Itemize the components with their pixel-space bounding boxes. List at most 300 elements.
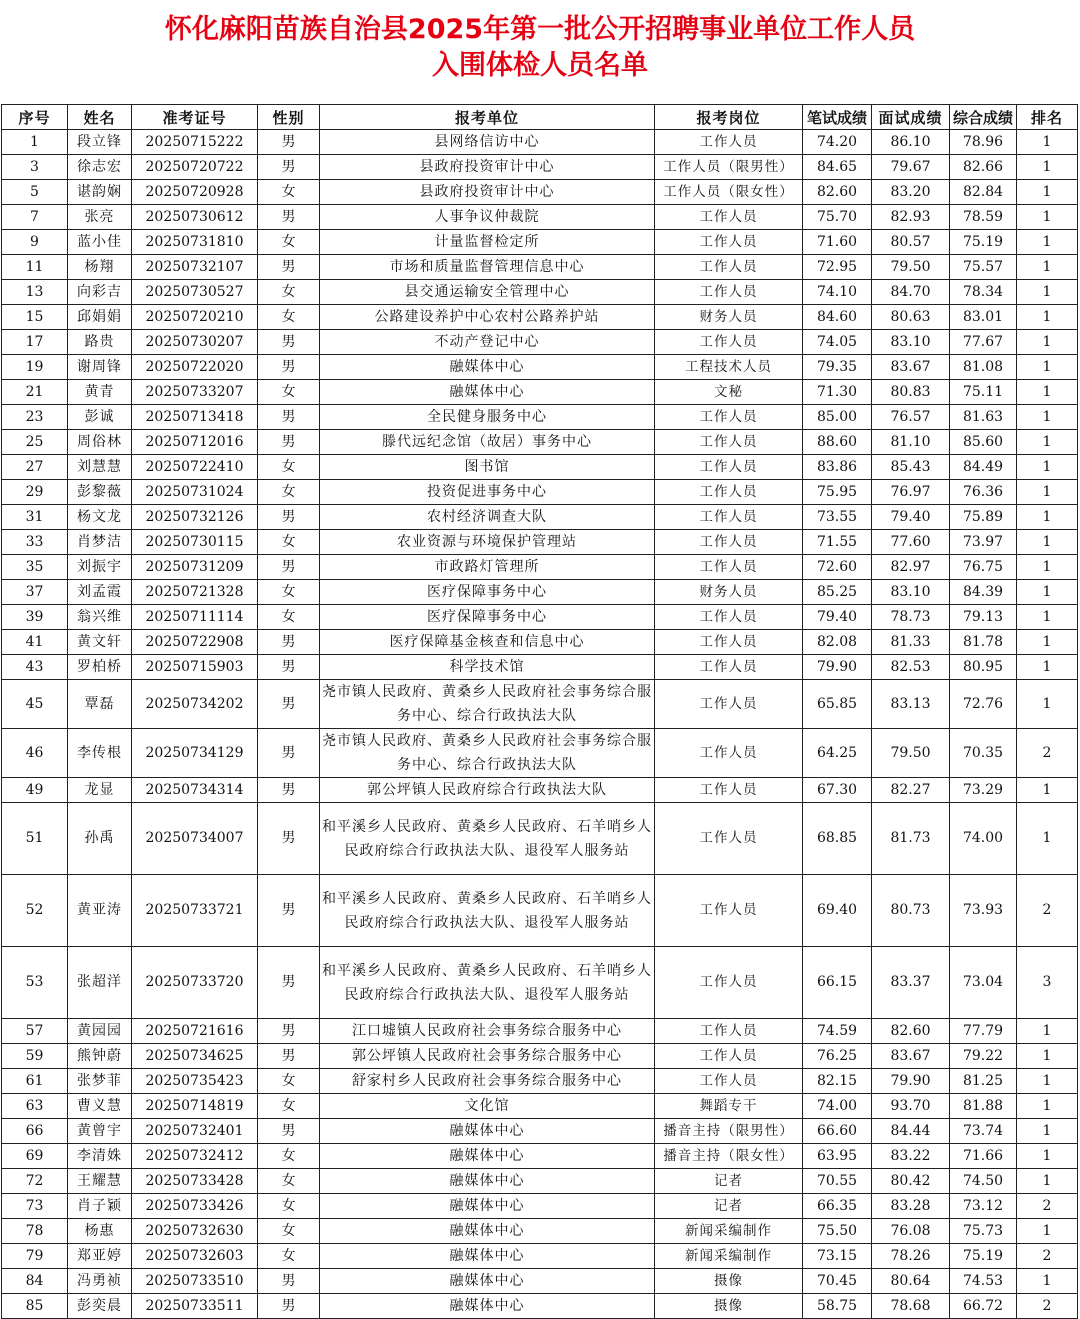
cell-no: 1 [2,130,68,155]
cell-rank: 1 [1017,680,1078,729]
cell-unit: 市场和质量监督管理信息中心 [320,255,655,280]
cell-no: 13 [2,280,68,305]
cell-post: 记者 [655,1169,803,1194]
cell-unit: 融媒体中心 [320,1244,655,1269]
cell-sex: 男 [258,875,320,947]
cell-interview-score: 82.60 [872,1019,950,1044]
cell-rank: 1 [1017,630,1078,655]
cell-written-score: 83.86 [803,455,872,480]
cell-interview-score: 78.26 [872,1244,950,1269]
cell-post: 工作人员 [655,729,803,778]
cell-post: 财务人员 [655,305,803,330]
cell-written-score: 72.60 [803,555,872,580]
cell-total-score: 78.34 [950,280,1017,305]
cell-no: 53 [2,947,68,1019]
cell-post: 工作人员 [655,455,803,480]
cell-unit: 融媒体中心 [320,355,655,380]
cell-exam-id: 20250711114 [132,605,258,630]
cell-post: 工作人员 [655,130,803,155]
cell-post: 工程技术人员 [655,355,803,380]
cell-written-score: 72.95 [803,255,872,280]
cell-sex: 男 [258,155,320,180]
cell-post: 工作人员 [655,530,803,555]
cell-name: 黄文轩 [68,630,132,655]
cell-total-score: 78.96 [950,130,1017,155]
cell-written-score: 70.45 [803,1269,872,1294]
cell-rank: 1 [1017,1019,1078,1044]
cell-post: 工作人员 [655,680,803,729]
table-row [2,1219,1078,1244]
cell-total-score: 75.89 [950,505,1017,530]
table-row [2,530,1078,555]
cell-name: 张超洋 [68,947,132,1019]
table-row [2,1144,1078,1169]
cell-exam-id: 20250714819 [132,1094,258,1119]
cell-name: 熊钟蔚 [68,1044,132,1069]
cell-name: 刘孟霞 [68,580,132,605]
cell-name: 覃磊 [68,680,132,729]
header-no: 序号 [2,105,68,130]
cell-total-score: 85.60 [950,430,1017,455]
cell-sex: 男 [258,355,320,380]
cell-unit: 融媒体中心 [320,380,655,405]
cell-written-score: 64.25 [803,729,872,778]
cell-written-score: 75.95 [803,480,872,505]
cell-written-score: 82.60 [803,180,872,205]
cell-written-score: 69.40 [803,875,872,947]
table-row [2,355,1078,380]
cell-total-score: 70.35 [950,729,1017,778]
cell-no: 57 [2,1019,68,1044]
cell-total-score: 73.74 [950,1119,1017,1144]
cell-post: 工作人员 [655,605,803,630]
cell-sex: 女 [258,1194,320,1219]
cell-unit: 农村经济调查大队 [320,505,655,530]
cell-rank: 1 [1017,355,1078,380]
cell-name: 李传根 [68,729,132,778]
cell-interview-score: 80.57 [872,230,950,255]
cell-unit: 县交通运输安全管理中心 [320,280,655,305]
cell-post: 财务人员 [655,580,803,605]
cell-post: 工作人员 [655,205,803,230]
cell-no: 79 [2,1244,68,1269]
cell-rank: 1 [1017,380,1078,405]
cell-sex: 男 [258,255,320,280]
cell-total-score: 81.08 [950,355,1017,380]
cell-post: 工作人员 [655,778,803,803]
cell-name: 王耀慧 [68,1169,132,1194]
cell-total-score: 77.79 [950,1019,1017,1044]
table-row [2,430,1078,455]
cell-exam-id: 20250715222 [132,130,258,155]
cell-no: 69 [2,1144,68,1169]
cell-no: 39 [2,605,68,630]
cell-name: 蓝小佳 [68,230,132,255]
cell-name: 谌韵娴 [68,180,132,205]
cell-rank: 1 [1017,280,1078,305]
cell-rank: 1 [1017,1119,1078,1144]
cell-exam-id: 20250721328 [132,580,258,605]
cell-no: 63 [2,1094,68,1119]
cell-name: 黄青 [68,380,132,405]
cell-interview-score: 77.60 [872,530,950,555]
cell-interview-score: 76.57 [872,405,950,430]
cell-total-score: 74.53 [950,1269,1017,1294]
cell-name: 路贵 [68,330,132,355]
cell-written-score: 79.35 [803,355,872,380]
header-rank: 排名 [1017,105,1078,130]
cell-rank: 1 [1017,605,1078,630]
cell-sex: 男 [258,680,320,729]
cell-exam-id: 20250733721 [132,875,258,947]
cell-no: 7 [2,205,68,230]
cell-name: 刘慧慧 [68,455,132,480]
cell-total-score: 74.00 [950,803,1017,875]
cell-rank: 1 [1017,180,1078,205]
table-row [2,405,1078,430]
table-row [2,1094,1078,1119]
cell-unit: 融媒体中心 [320,1294,655,1319]
header-unit: 报考单位 [320,105,655,130]
cell-rank: 1 [1017,480,1078,505]
cell-no: 45 [2,680,68,729]
cell-post: 工作人员 [655,555,803,580]
cell-no: 61 [2,1069,68,1094]
cell-total-score: 71.66 [950,1144,1017,1169]
cell-no: 21 [2,380,68,405]
cell-name: 彭诚 [68,405,132,430]
cell-rank: 1 [1017,405,1078,430]
cell-interview-score: 80.63 [872,305,950,330]
cell-total-score: 81.25 [950,1069,1017,1094]
cell-rank: 1 [1017,155,1078,180]
cell-name: 邱娟娟 [68,305,132,330]
cell-unit: 文化馆 [320,1094,655,1119]
cell-total-score: 73.29 [950,778,1017,803]
cell-exam-id: 20250720210 [132,305,258,330]
cell-rank: 1 [1017,1269,1078,1294]
cell-written-score: 74.59 [803,1019,872,1044]
cell-unit: 融媒体中心 [320,1144,655,1169]
cell-total-score: 73.97 [950,530,1017,555]
table-row [2,680,1078,729]
cell-sex: 男 [258,130,320,155]
cell-total-score: 79.13 [950,605,1017,630]
cell-total-score: 75.19 [950,1244,1017,1269]
cell-unit: 和平溪乡人民政府、黄桑乡人民政府、石羊哨乡人民政府综合行政执法大队、退役军人服务站 [320,803,655,875]
cell-unit: 不动产登记中心 [320,330,655,355]
cell-unit: 舒家村乡人民政府社会事务综合服务中心 [320,1069,655,1094]
cell-no: 85 [2,1294,68,1319]
cell-sex: 女 [258,580,320,605]
table-row [2,1069,1078,1094]
cell-exam-id: 20250733426 [132,1194,258,1219]
cell-interview-score: 93.70 [872,1094,950,1119]
table-row [2,875,1078,947]
cell-sex: 男 [258,1019,320,1044]
cell-post: 工作人员 [655,803,803,875]
cell-unit: 科学技术馆 [320,655,655,680]
cell-total-score: 66.72 [950,1294,1017,1319]
cell-sex: 女 [258,1094,320,1119]
cell-post: 播音主持（限女性） [655,1144,803,1169]
cell-rank: 1 [1017,803,1078,875]
cell-name: 郑亚婷 [68,1244,132,1269]
cell-written-score: 65.85 [803,680,872,729]
table-row [2,280,1078,305]
cell-total-score: 82.66 [950,155,1017,180]
cell-unit: 和平溪乡人民政府、黄桑乡人民政府、石羊哨乡人民政府综合行政执法大队、退役军人服务站 [320,875,655,947]
cell-no: 29 [2,480,68,505]
cell-post: 工作人员（限女性） [655,180,803,205]
cell-rank: 1 [1017,1219,1078,1244]
cell-post: 新闻采编制作 [655,1244,803,1269]
cell-unit: 郭公坪镇人民政府综合行政执法大队 [320,778,655,803]
cell-exam-id: 20250733510 [132,1269,258,1294]
cell-post: 工作人员 [655,255,803,280]
cell-no: 51 [2,803,68,875]
cell-rank: 1 [1017,555,1078,580]
table-row [2,330,1078,355]
cell-unit: 医疗保障基金核查和信息中心 [320,630,655,655]
header-name: 姓名 [68,105,132,130]
cell-name: 罗柏桥 [68,655,132,680]
cell-post: 工作人员 [655,505,803,530]
cell-unit: 人事争议仲裁院 [320,205,655,230]
cell-interview-score: 83.67 [872,355,950,380]
cell-sex: 男 [258,430,320,455]
table-row [2,230,1078,255]
cell-interview-score: 86.10 [872,130,950,155]
cell-exam-id: 20250733207 [132,380,258,405]
cell-unit: 县政府投资审计中心 [320,180,655,205]
cell-no: 43 [2,655,68,680]
table-row [2,455,1078,480]
cell-name: 杨翔 [68,255,132,280]
cell-written-score: 73.55 [803,505,872,530]
cell-no: 9 [2,230,68,255]
cell-sex: 女 [258,605,320,630]
table-row [2,555,1078,580]
header-written-score: 笔试成绩 [803,105,872,130]
cell-written-score: 70.55 [803,1169,872,1194]
cell-sex: 男 [258,330,320,355]
cell-interview-score: 81.73 [872,803,950,875]
cell-rank: 1 [1017,530,1078,555]
cell-no: 33 [2,530,68,555]
cell-written-score: 63.95 [803,1144,872,1169]
cell-post: 工作人员 [655,230,803,255]
cell-rank: 1 [1017,1069,1078,1094]
table-row [2,205,1078,230]
cell-post: 工作人员 [655,430,803,455]
cell-sex: 男 [258,555,320,580]
table-row [2,380,1078,405]
cell-exam-id: 20250731810 [132,230,258,255]
cell-name: 李清姝 [68,1144,132,1169]
table-row [2,1244,1078,1269]
cell-interview-score: 79.67 [872,155,950,180]
cell-exam-id: 20250733428 [132,1169,258,1194]
cell-interview-score: 80.83 [872,380,950,405]
cell-sex: 男 [258,947,320,1019]
cell-interview-score: 82.97 [872,555,950,580]
table-row [2,729,1078,778]
cell-total-score: 75.73 [950,1219,1017,1244]
cell-no: 15 [2,305,68,330]
title-line-1: 怀化麻阳苗族自治县2025年第一批公开招聘事业单位工作人员 [164,14,916,45]
cell-rank: 2 [1017,1194,1078,1219]
cell-name: 段立锋 [68,130,132,155]
cell-total-score: 73.12 [950,1194,1017,1219]
cell-sex: 女 [258,480,320,505]
cell-written-score: 71.55 [803,530,872,555]
cell-total-score: 76.75 [950,555,1017,580]
cell-sex: 男 [258,803,320,875]
cell-rank: 1 [1017,205,1078,230]
cell-exam-id: 20250720722 [132,155,258,180]
cell-interview-score: 84.70 [872,280,950,305]
cell-name: 翁兴维 [68,605,132,630]
cell-written-score: 66.60 [803,1119,872,1144]
cell-rank: 2 [1017,1294,1078,1319]
cell-sex: 女 [258,1244,320,1269]
cell-unit: 融媒体中心 [320,1219,655,1244]
cell-sex: 男 [258,1044,320,1069]
cell-interview-score: 83.22 [872,1144,950,1169]
cell-written-score: 66.15 [803,947,872,1019]
cell-name: 黄亚涛 [68,875,132,947]
cell-post: 工作人员 [655,1019,803,1044]
header-post: 报考岗位 [655,105,803,130]
cell-interview-score: 83.37 [872,947,950,1019]
cell-name: 周俗林 [68,430,132,455]
cell-post: 工作人员 [655,655,803,680]
table-row [2,305,1078,330]
cell-total-score: 79.22 [950,1044,1017,1069]
title-line-2: 入围体检人员名单 [432,50,648,81]
cell-unit: 公路建设养护中心农村公路养护站 [320,305,655,330]
cell-post: 记者 [655,1194,803,1219]
cell-written-score: 71.30 [803,380,872,405]
cell-no: 3 [2,155,68,180]
cell-rank: 1 [1017,778,1078,803]
cell-unit: 图书馆 [320,455,655,480]
cell-exam-id: 20250722410 [132,455,258,480]
cell-exam-id: 20250730612 [132,205,258,230]
cell-no: 19 [2,355,68,380]
table-row [2,605,1078,630]
cell-written-score: 67.30 [803,778,872,803]
cell-total-score: 73.93 [950,875,1017,947]
cell-name: 孙禹 [68,803,132,875]
cell-written-score: 82.08 [803,630,872,655]
cell-unit: 滕代远纪念馆（故居）事务中心 [320,430,655,455]
cell-interview-score: 83.28 [872,1194,950,1219]
cell-no: 17 [2,330,68,355]
cell-sex: 男 [258,1294,320,1319]
cell-sex: 女 [258,1144,320,1169]
cell-name: 黄曾宇 [68,1119,132,1144]
cell-interview-score: 83.10 [872,580,950,605]
cell-rank: 1 [1017,230,1078,255]
cell-interview-score: 83.20 [872,180,950,205]
cell-total-score: 81.63 [950,405,1017,430]
table-row [2,947,1078,1019]
cell-written-score: 85.25 [803,580,872,605]
cell-unit: 全民健身服务中心 [320,405,655,430]
cell-rank: 2 [1017,875,1078,947]
table-row [2,130,1078,155]
cell-written-score: 66.35 [803,1194,872,1219]
cell-interview-score: 83.67 [872,1044,950,1069]
cell-written-score: 68.85 [803,803,872,875]
table-row [2,803,1078,875]
cell-interview-score: 78.73 [872,605,950,630]
cell-name: 冯勇祯 [68,1269,132,1294]
cell-rank: 1 [1017,1094,1078,1119]
cell-interview-score: 84.44 [872,1119,950,1144]
cell-exam-id: 20250732630 [132,1219,258,1244]
cell-unit: 县政府投资审计中心 [320,155,655,180]
cell-exam-id: 20250732401 [132,1119,258,1144]
cell-post: 工作人员 [655,330,803,355]
table-row [2,778,1078,803]
cell-post: 工作人员 [655,1044,803,1069]
cell-rank: 3 [1017,947,1078,1019]
cell-post: 工作人员 [655,280,803,305]
cell-unit: 郭公坪镇人民政府社会事务综合服务中心 [320,1044,655,1069]
cell-exam-id: 20250735423 [132,1069,258,1094]
page-title [0,0,1080,91]
cell-total-score: 75.11 [950,380,1017,405]
cell-total-score: 78.59 [950,205,1017,230]
cell-interview-score: 76.08 [872,1219,950,1244]
cell-no: 72 [2,1169,68,1194]
cell-no: 41 [2,630,68,655]
cell-unit: 融媒体中心 [320,1194,655,1219]
cell-interview-score: 82.27 [872,778,950,803]
cell-sex: 男 [258,1119,320,1144]
cell-sex: 女 [258,180,320,205]
cell-exam-id: 20250720928 [132,180,258,205]
cell-sex: 女 [258,1219,320,1244]
cell-total-score: 84.39 [950,580,1017,605]
cell-rank: 1 [1017,130,1078,155]
cell-written-score: 79.90 [803,655,872,680]
cell-written-score: 71.60 [803,230,872,255]
cell-name: 黄园园 [68,1019,132,1044]
cell-name: 彭奕晨 [68,1294,132,1319]
cell-post: 工作人员 [655,405,803,430]
table-row [2,255,1078,280]
table-body [2,130,1078,1319]
cell-rank: 2 [1017,729,1078,778]
cell-sex: 女 [258,305,320,330]
cell-sex: 女 [258,1069,320,1094]
cell-unit: 投资促进事务中心 [320,480,655,505]
cell-exam-id: 20250712016 [132,430,258,455]
table-row [2,1269,1078,1294]
cell-total-score: 83.01 [950,305,1017,330]
cell-written-score: 75.70 [803,205,872,230]
cell-name: 杨文龙 [68,505,132,530]
header-total-score: 综合成绩 [950,105,1017,130]
cell-post: 工作人员 [655,480,803,505]
cell-unit: 县网络信访中心 [320,130,655,155]
cell-written-score: 88.60 [803,430,872,455]
header-interview-score: 面试成绩 [872,105,950,130]
